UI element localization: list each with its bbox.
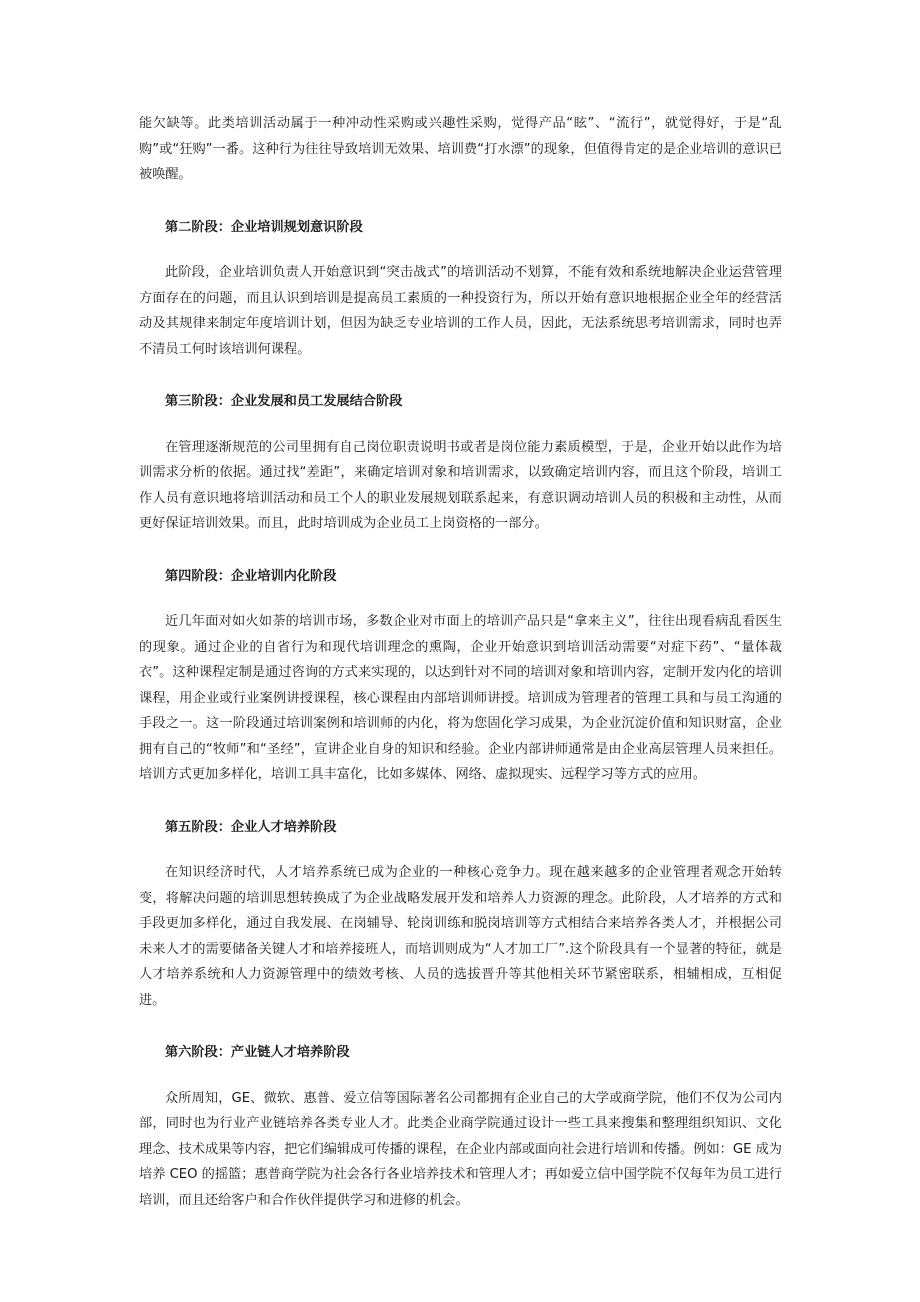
section-body-stage-4: 近几年面对如火如荼的培训市场，多数企业对市面上的培训产品只是“拿来主义”，往往出现看病乱看医生的现象。通过企业的自省行为和现代培训理念的熏陶，企业开始意识到培训活动需要“对症下药”、“量体裁衣”。这种课程定制是通过咨询的方式来实现的，以达到针对不同的培训对象和培训内容，定制开发内化的培训课程，用企业或行业案例讲授课程，核心课程由内部培训师讲授。培训成为管理者的管理工具和与员工沟通的手段之一。这一阶段通过培训案例和培训师的内化，将为您固化学习成果，为企业沉淀价值和知识财富，企业拥有自己的“牧师”和“圣经”，宣讲企业自身的知识和经验。企业内部讲师通常是由企业高层管理人员来担任。培训方式更加多样化，培训工具丰富化，比如多媒体、网络、虚拟现实、远程学习等方式的应用。	[139, 614, 782, 782]
section-body-stage-6: 众所周知，GE、微软、惠普、爱立信等国际著名公司都拥有企业自己的大学或商学院，他们不仅为公司内部，同时也为行业产业链培养各类专业人才。此类企业商学院通过设计一些工具来搜集和整理组织知识、文化理念、技术成果等内容，把它们编辑成可传播的课程，在企业内部或面向社会进行培训和传播。例如：GE 成为培养 CEO 的摇篮；惠普商学院为社会各行各业培养技术和管理人才；再如爱立信中国学院不仅每年为员工进行培训，而且还给客户和合作伙伴提供学习和进修的机会。	[139, 1090, 782, 1208]
spacer	[139, 415, 782, 435]
spacer	[139, 788, 782, 815]
spacer	[139, 362, 782, 389]
section-heading-stage-2: 第二阶段：企业培训规划意识阶段	[165, 219, 363, 235]
section-heading-stage-4: 第四阶段：企业培训内化阶段	[165, 568, 337, 584]
spacer	[139, 188, 782, 215]
document-page	[139, 111, 782, 1213]
section-heading-stage-5: 第五阶段：企业人才培养阶段	[165, 819, 337, 835]
section-body-stage-3: 在管理逐渐规范的公司里拥有自己岗位职责说明书或者是岗位能力素质模型，于是，企业开始以此作为培训需求分析的依据。通过找“差距”，来确定培训对象和培训需求，以致确定培训内容，而且这个阶段，培训工作人员有意识地将培训活动和员工个人的职业发展规划联系起来，有意识调动培训人员的积极和主动性，从而更好保证培训效果。而且，此时培训成为企业员工上岗资格的一部分。	[139, 439, 782, 531]
spacer	[139, 537, 782, 564]
intro-paragraph: 能欠缺等。此类培训活动属于一种冲动性采购或兴趣性采购，觉得产品“眩”、“流行”，就觉得好，于是“乱购”或“狂购”一番。这种行为往往导致培训无效果、培训费“打水漂”的现象，但值得肯定的是企业培训的意识已被唤醒。	[139, 116, 782, 182]
spacer	[139, 589, 782, 609]
spacer	[139, 1013, 782, 1040]
section-body-stage-5: 在知识经济时代，人才培养系统已成为企业的一种核心竞争力。现在越来越多的企业管理者观念开始转变，将解决问题的培训思想转换成了为企业战略发展开发和培养人力资源的理念。此阶段，人才培养的方式和手段更加多样化，通过自我发展、在岗辅导、轮岗训练和脱岗培训等方式相结合来培养各类人才，并根据公司未来人才的需要储备关键人才和培养接班人，而培训则成为“人才加工厂”.这个阶段具有一个显著的特征，就是人才培养系统和人力资源管理中的绩效考核、人员的选拔晋升等其他相关环节紧密联系，相辅相成，互相促进。	[139, 865, 782, 1008]
spacer	[139, 240, 782, 260]
section-heading-stage-6: 第六阶段：产业链人才培养阶段	[165, 1045, 350, 1060]
section-heading-stage-3: 第三阶段：企业发展和员工发展结合阶段	[165, 394, 403, 409]
section-body-stage-2: 此阶段，企业培训负责人开始意识到“突击战式”的培训活动不划算，不能有效和系统地解决企业运营管理方面存在的问题，而且认识到培训是提高员工素质的一种投资行为，所以开始有意识地根据企业全年的经营活动及其规律来制定年度培训计划，但因为缺乏专业培训的工作人员，因此，无法系统思考培训需求，同时也弄不清员工何时该培训何课程。	[139, 265, 782, 357]
spacer	[139, 1066, 782, 1086]
spacer	[139, 840, 782, 860]
